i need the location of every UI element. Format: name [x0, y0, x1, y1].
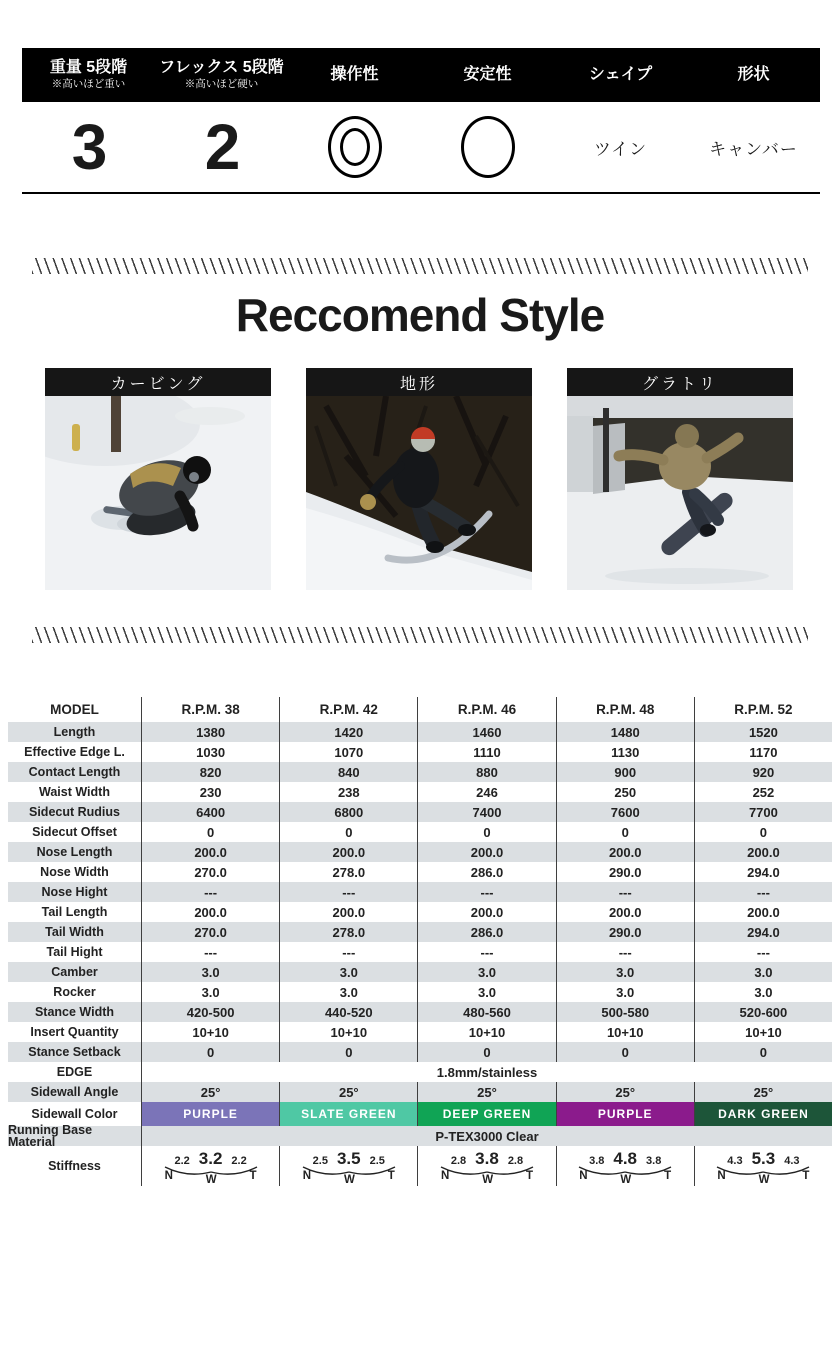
value-cell: 3.0 — [141, 982, 279, 1002]
value-cell: 840 — [279, 762, 417, 782]
value-cell: 1030 — [141, 742, 279, 762]
table-row-nose-length — [8, 842, 832, 862]
value-cell: 1130 — [556, 742, 694, 762]
stiffness-values: 2.5 3.5 2.5 — [312, 1148, 385, 1168]
stiffness-letters: N W T — [302, 1169, 395, 1186]
value-cell: 25° — [141, 1082, 279, 1102]
table-row-sidewall-color — [8, 1102, 832, 1126]
table-row-stance-setback — [8, 1042, 832, 1062]
value-cell: 1170 — [694, 742, 832, 762]
value-cell: 3.0 — [279, 962, 417, 982]
value-cell: 7700 — [694, 802, 832, 822]
spec-note-weight: ※高いほど重い — [51, 78, 126, 91]
row-label: Stance Setback — [28, 1044, 121, 1059]
style-card-carving — [45, 368, 271, 590]
row-label: Stance Width — [34, 1004, 115, 1019]
model-name-cell: R.P.M. 42 — [279, 697, 417, 722]
value-cell: --- — [279, 942, 417, 962]
value-cell: 200.0 — [279, 842, 417, 862]
sidewall-color-cell: PURPLE — [556, 1102, 694, 1126]
value-cell: --- — [279, 882, 417, 902]
stiffness-values: 2.2 3.2 2.2 — [174, 1148, 247, 1168]
model-header-cell: MODEL — [50, 701, 99, 717]
value-cell: 250 — [556, 782, 694, 802]
stiffness-widget — [713, 1148, 813, 1186]
value-cell: 0 — [141, 1042, 279, 1062]
section-divider — [22, 192, 820, 194]
value-cell: 0 — [279, 822, 417, 842]
spec-note-flex: ※高いほど硬い — [184, 78, 259, 91]
row-label: Tail Width — [45, 924, 104, 939]
spec-title-form: 形状 — [737, 66, 770, 83]
spec-title-operability: 操作性 — [330, 66, 379, 83]
spec-col-flex — [155, 48, 288, 102]
value-cell: 200.0 — [417, 902, 555, 922]
value-cell: 1520 — [694, 722, 832, 742]
value-cell: 10+10 — [141, 1022, 279, 1042]
value-cell: --- — [141, 942, 279, 962]
value-cell: 25° — [556, 1082, 694, 1102]
value-cell: 200.0 — [556, 902, 694, 922]
row-label: Effective Edge L. — [24, 744, 125, 759]
value-cell: --- — [556, 882, 694, 902]
value-cell: 286.0 — [417, 862, 555, 882]
spec-title-weight: 重量 5段階 — [49, 59, 128, 77]
row-label: Sidecut Offset — [32, 824, 117, 839]
value-cell: 440-520 — [279, 1002, 417, 1022]
table-row-rocker — [8, 982, 832, 1002]
table-row-waist-width — [8, 782, 832, 802]
row-label: Insert Quantity — [30, 1024, 119, 1039]
value-cell: 3.0 — [279, 982, 417, 1002]
value-cell: 480-560 — [417, 1002, 555, 1022]
row-label: EDGE — [56, 1064, 93, 1079]
shape-value: ツイン — [593, 139, 648, 159]
stiffness-cell — [279, 1146, 417, 1186]
table-row-edge — [8, 1062, 832, 1082]
flex-value: 2 — [204, 111, 239, 183]
value-cell: 7600 — [556, 802, 694, 822]
model-name-cell: R.P.M. 46 — [417, 697, 555, 722]
value-cell: 3.0 — [556, 962, 694, 982]
value-cell: 0 — [556, 1042, 694, 1062]
value-cell: 25° — [279, 1082, 417, 1102]
style-cards — [45, 368, 795, 590]
value-cell: 3.0 — [417, 962, 555, 982]
value-cell: 10+10 — [279, 1022, 417, 1042]
value-cell: --- — [694, 942, 832, 962]
value-cell: 200.0 — [141, 842, 279, 862]
value-cell: 1420 — [279, 722, 417, 742]
gratori-illustration — [567, 396, 793, 590]
stiffness-cell — [556, 1146, 694, 1186]
terrain-photo — [306, 396, 532, 590]
row-label: Nose Hight — [41, 884, 108, 899]
value-cell: 3.0 — [556, 982, 694, 1002]
table-row-stiffness — [8, 1146, 832, 1186]
spec-col-shape — [554, 48, 687, 102]
stiffness-values: 4.3 5.3 4.3 — [727, 1148, 800, 1168]
table-row-nose-width — [8, 862, 832, 882]
slash-decor-top — [32, 258, 808, 274]
value-cell: 0 — [694, 822, 832, 842]
value-cell: 290.0 — [556, 922, 694, 942]
spec-col-weight — [22, 48, 155, 102]
value-cell: 10+10 — [694, 1022, 832, 1042]
value-cell: 6400 — [141, 802, 279, 822]
table-row-tail-width — [8, 922, 832, 942]
value-cell: 238 — [279, 782, 417, 802]
row-label: Sidewall Color — [31, 1106, 118, 1121]
row-span-value: 1.8mm/stainless — [141, 1062, 832, 1082]
sidewall-color-cell: DEEP GREEN — [417, 1102, 555, 1126]
value-cell: 420-500 — [141, 1002, 279, 1022]
value-cell: 0 — [141, 822, 279, 842]
value-cell: 3.0 — [694, 962, 832, 982]
table-row-nose-hight — [8, 882, 832, 902]
carving-illustration — [45, 396, 271, 590]
row-label: Tail Hight — [46, 944, 103, 959]
value-cell: 0 — [694, 1042, 832, 1062]
value-cell: 25° — [417, 1082, 555, 1102]
value-cell: --- — [417, 882, 555, 902]
spec-col-operability — [288, 48, 421, 102]
value-cell: 3.0 — [694, 982, 832, 1002]
row-label: Length — [53, 724, 96, 739]
spec-col-stability — [421, 48, 554, 102]
form-value: キャンバー — [709, 139, 798, 159]
value-cell: 10+10 — [417, 1022, 555, 1042]
spec-title-shape: シェイプ — [588, 66, 653, 83]
table-row-sidecut-rudius — [8, 802, 832, 822]
spec-values-row — [22, 102, 820, 192]
value-cell: --- — [694, 882, 832, 902]
value-cell: 200.0 — [694, 902, 832, 922]
row-label: Waist Width — [39, 784, 110, 799]
row-label: Sidecut Rudius — [29, 804, 120, 819]
value-cell: 1480 — [556, 722, 694, 742]
table-row-effective-edge-l- — [8, 742, 832, 762]
value-cell: 7400 — [417, 802, 555, 822]
terrain-illustration — [306, 396, 532, 590]
value-cell: 3.0 — [417, 982, 555, 1002]
stiffness-widget — [161, 1148, 261, 1186]
style-card-terrain — [306, 368, 532, 590]
value-cell: 294.0 — [694, 862, 832, 882]
value-cell: 520-600 — [694, 1002, 832, 1022]
circle-icon — [461, 116, 515, 178]
model-name-cell: R.P.M. 48 — [556, 697, 694, 722]
value-cell: 200.0 — [417, 842, 555, 862]
row-label: Running Base Material — [8, 1122, 93, 1149]
table-row-contact-length — [8, 762, 832, 782]
table-row-length — [8, 722, 832, 742]
table-header-row — [8, 697, 832, 722]
card-label-terrain: 地形 — [306, 368, 532, 396]
stiffness-values: 3.8 4.8 3.8 — [589, 1148, 662, 1168]
row-label: Stiffness — [48, 1158, 101, 1173]
spec-title-flex: フレックス 5段階 — [159, 59, 284, 77]
row-label: Sidewall Angle — [30, 1084, 119, 1099]
stiffness-letters: N W T — [441, 1169, 533, 1186]
table-row-sidecut-offset — [8, 822, 832, 842]
value-cell: 0 — [279, 1042, 417, 1062]
weight-value: 3 — [71, 111, 106, 183]
sidewall-color-cell: PURPLE — [141, 1102, 279, 1126]
row-span-value: P-TEX3000 Clear — [141, 1126, 832, 1146]
spec-header-bar — [22, 48, 820, 102]
gratori-photo — [567, 396, 793, 590]
value-cell: 500-580 — [556, 1002, 694, 1022]
table-row-running-base-material — [8, 1122, 832, 1149]
slash-decor-bottom — [32, 627, 808, 643]
table-row-tail-length — [8, 902, 832, 922]
style-card-gratori — [567, 368, 793, 590]
model-name-cell: R.P.M. 38 — [141, 697, 279, 722]
row-label: Nose Length — [36, 844, 113, 859]
value-cell: 270.0 — [141, 922, 279, 942]
value-cell: 900 — [556, 762, 694, 782]
value-cell: 0 — [417, 822, 555, 842]
table-row-insert-quantity — [8, 1022, 832, 1042]
value-cell: 1070 — [279, 742, 417, 762]
table-row-sidewall-angle — [8, 1082, 832, 1102]
stiffness-widget — [575, 1148, 675, 1186]
table-row-camber — [8, 962, 832, 982]
value-cell: 200.0 — [141, 902, 279, 922]
card-label-carving: カービング — [45, 368, 271, 396]
value-cell: 278.0 — [279, 922, 417, 942]
stiffness-cell — [417, 1146, 555, 1186]
value-cell: 270.0 — [141, 862, 279, 882]
value-cell: 3.0 — [141, 962, 279, 982]
spec-table — [8, 697, 832, 1186]
value-cell: 286.0 — [417, 922, 555, 942]
card-label-gratori: グラトリ — [567, 368, 793, 396]
value-cell: 0 — [556, 822, 694, 842]
stiffness-letters: N W T — [717, 1169, 810, 1186]
value-cell: 6800 — [279, 802, 417, 822]
value-cell: 246 — [417, 782, 555, 802]
row-label: Tail Length — [41, 904, 108, 919]
stiffness-widget — [299, 1148, 399, 1186]
stiffness-letters: N W T — [164, 1169, 257, 1186]
stiffness-cell — [141, 1146, 279, 1186]
table-row-tail-hight — [8, 942, 832, 962]
value-cell: --- — [556, 942, 694, 962]
value-cell: 1110 — [417, 742, 555, 762]
stiffness-widget — [437, 1148, 537, 1186]
row-label: Nose Width — [40, 864, 109, 879]
spec-col-form — [687, 48, 820, 102]
value-cell: 25° — [694, 1082, 832, 1102]
table-row-stance-width — [8, 1002, 832, 1022]
recommend-style-heading: Reccomend Style — [235, 289, 605, 341]
double-circle-icon — [328, 116, 382, 178]
row-label: Contact Length — [28, 764, 121, 779]
value-cell: 820 — [141, 762, 279, 782]
carving-photo — [45, 396, 271, 590]
sidewall-color-cell: SLATE GREEN — [279, 1102, 417, 1126]
value-cell: 230 — [141, 782, 279, 802]
value-cell: 200.0 — [279, 902, 417, 922]
value-cell: 880 — [417, 762, 555, 782]
row-label: Rocker — [53, 984, 96, 999]
row-label: Camber — [51, 964, 98, 979]
model-name-cell: R.P.M. 52 — [694, 697, 832, 722]
sidewall-color-cell: DARK GREEN — [694, 1102, 832, 1126]
value-cell: 294.0 — [694, 922, 832, 942]
value-cell: 200.0 — [694, 842, 832, 862]
value-cell: 1380 — [141, 722, 279, 742]
value-cell: 10+10 — [556, 1022, 694, 1042]
value-cell: 0 — [417, 1042, 555, 1062]
value-cell: 200.0 — [556, 842, 694, 862]
value-cell: 278.0 — [279, 862, 417, 882]
stiffness-cell — [694, 1146, 832, 1186]
value-cell: 920 — [694, 762, 832, 782]
stiffness-values: 2.8 3.8 2.8 — [450, 1148, 524, 1168]
value-cell: 1460 — [417, 722, 555, 742]
value-cell: 290.0 — [556, 862, 694, 882]
spec-title-stability: 安定性 — [463, 66, 512, 83]
value-cell: --- — [141, 882, 279, 902]
value-cell: 252 — [694, 782, 832, 802]
value-cell: --- — [417, 942, 555, 962]
stiffness-letters: N W T — [579, 1169, 672, 1186]
